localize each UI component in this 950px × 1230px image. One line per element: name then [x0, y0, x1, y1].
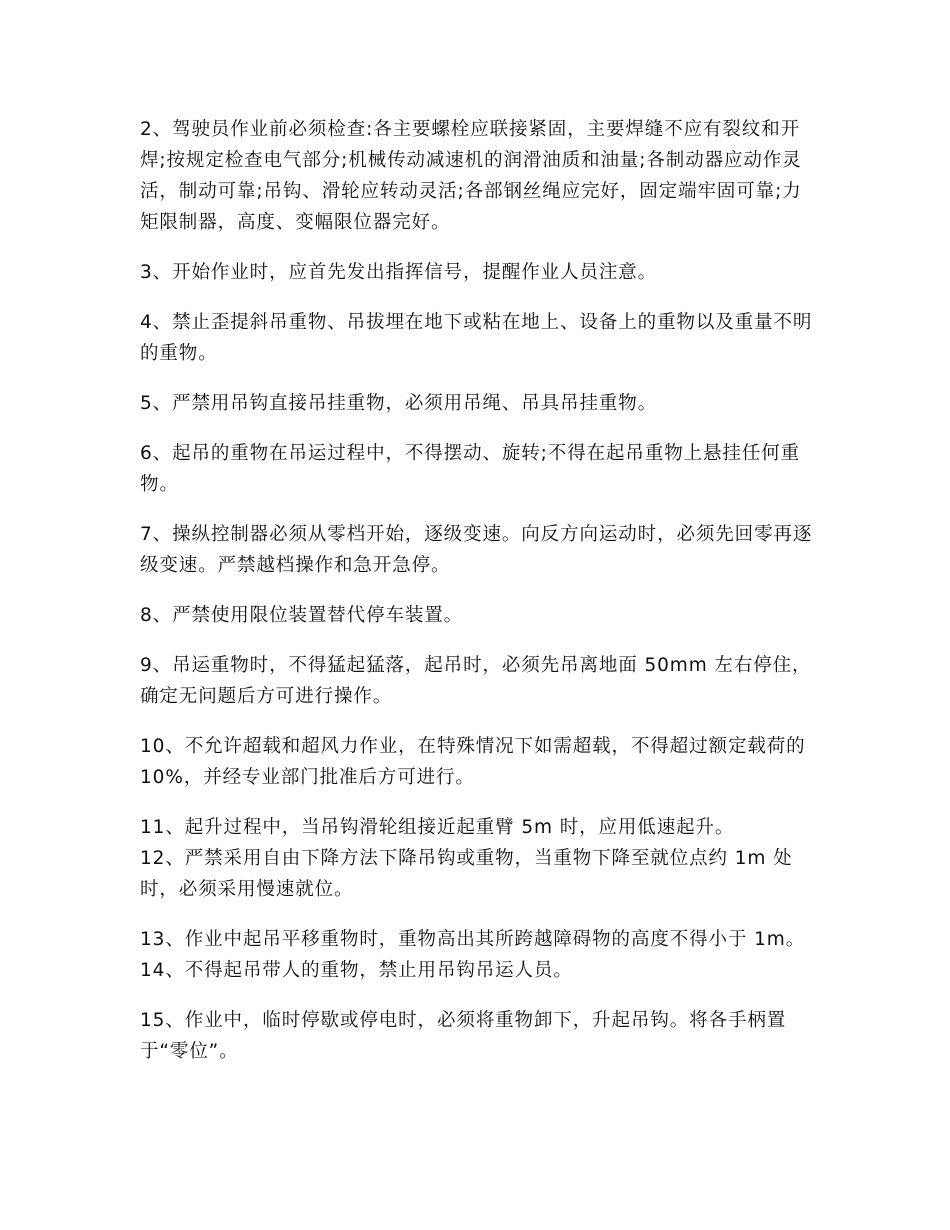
- paragraph-item-12: 12、严禁采用自由下降方法下降吊钩或重物，当重物下降至就位点约 1m 处时，必须采用慢速就位。: [140, 848, 793, 900]
- paragraph-item-10: 10、不允许超载和超风力作业，在特殊情况下如需超载，不得超过额定载荷的 10%，并经专业部门批准后方可进行。: [140, 736, 806, 788]
- paragraph-item-13-14: 13、作业中起吊平移重物时，重物高出其所跨越障碍物的高度不得小于 1m。 14、不得起吊带人的重物，禁止用吊钩吊运人员。: [140, 929, 806, 981]
- paragraph-item-6: 6、起吊的重物在吊运过程中，不得摆动、旋转;不得在起吊重物上悬挂任何重物。: [140, 443, 801, 495]
- paragraph-item-9: 9、吊运重物时，不得猛起猛落，起吊时，必须先吊离地面 50mm 左右停住，确定无问题后方可进行操作。: [140, 655, 812, 707]
- paragraph-item-15: 15、作业中，临时停歇或停电时，必须将重物卸下，升起吊钩。将各手柄置于“零位”。: [140, 1010, 787, 1062]
- paragraph-item-4: 4、禁止歪提斜吊重物、吊拔埋在地下或粘在地上、设备上的重物以及重量不明的重物。: [140, 312, 813, 364]
- paragraph-item-2: 2、驾驶员作业前必须检查:各主要螺栓应联接紧固，主要焊缝不应有裂纹和开焊;按规定检查电气部分;机械传动减速机的润滑油质和油量;各制动器应动作灵活，制动可靠;吊钩、滑轮应转动灵活;各部钢丝绳应完好，固定端牢固可靠;力矩限制器，高度、变幅限位器完好。: [140, 119, 802, 233]
- paragraph-item-8: 8、严禁使用限位装置替代停车装置。: [140, 605, 464, 626]
- paragraph-item-5: 5、严禁用吊钩直接吊挂重物，必须用吊绳、吊具吊挂重物。: [140, 393, 658, 414]
- paragraph-item-3: 3、开始作业时，应首先发出指挥信号，提醒作业人员注意。: [140, 262, 658, 283]
- paragraph-item-11: 11、起升过程中，当吊钩滑轮组接近起重臂 5m 时，应用低速起升。: [140, 817, 735, 838]
- document-body: [140, 114, 816, 1086]
- paragraph-item-7: 7、操纵控制器必须从零档开始，逐级变速。向反方向运动时，必须先回零再逐级变速。严禁越档操作和急开急停。: [140, 524, 813, 576]
